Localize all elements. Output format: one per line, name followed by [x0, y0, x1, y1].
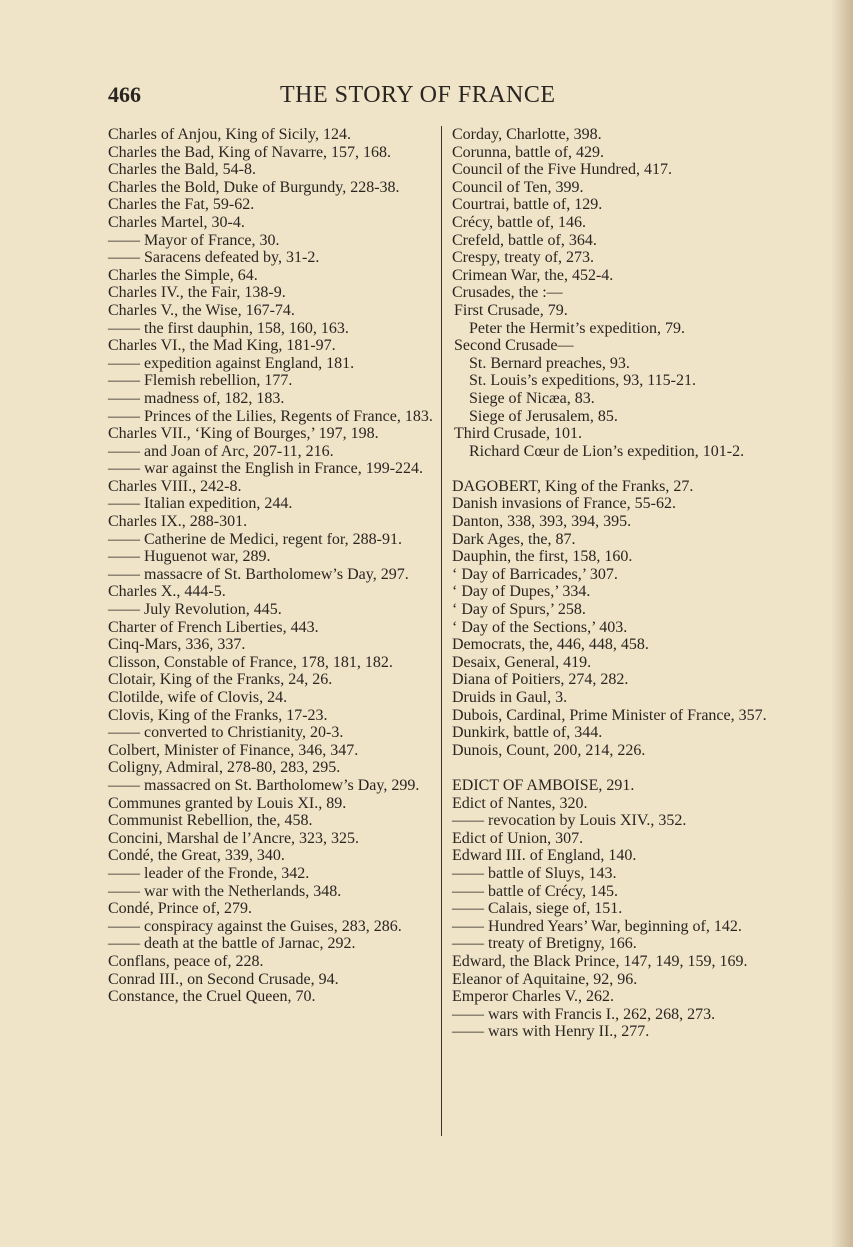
index-entry: —— Princes of the Lilies, Regents of France, 183. — [108, 407, 433, 425]
index-entry: —— battle of Crécy, 145. — [452, 882, 619, 900]
index-entry: Council of Ten, 399. — [452, 178, 584, 196]
index-entry: ‘ Day of the Sections,’ 403. — [452, 618, 628, 636]
index-entry: Edict of Union, 307. — [452, 829, 584, 847]
page-edge-shadow — [831, 0, 853, 1247]
index-column-right — [452, 126, 779, 1041]
index-entry: St. Louis’s expeditions, 93, 115-21. — [469, 372, 696, 390]
index-entry: Dark Ages, the, 87. — [452, 530, 576, 548]
index-entry: Edict of Nantes, 320. — [452, 794, 588, 812]
index-entry: Charles the Bald, 54-8. — [108, 161, 256, 179]
index-entry: Charles the Simple, 64. — [108, 266, 258, 284]
index-entry: Dunkirk, battle of, 344. — [452, 724, 603, 742]
index-entry: Edward, the Black Prince, 147, 149, 159, 169. — [452, 952, 748, 970]
index-entry: ‘ Day of Dupes,’ 334. — [452, 583, 591, 601]
index-entry: Courtrai, battle of, 129. — [452, 196, 603, 214]
index-column-left — [108, 126, 435, 1006]
index-entry: Second Crusade— — [454, 337, 574, 355]
index-entry: Conrad III., on Second Crusade, 94. — [108, 970, 339, 988]
index-entry: —— converted to Christianity, 20-3. — [108, 724, 344, 742]
index-entry: First Crusade, 79. — [454, 301, 568, 319]
index-entry: —— expedition against England, 181. — [108, 354, 355, 372]
index-entry: Charles VIII., 242-8. — [108, 477, 242, 495]
index-entry: Danton, 338, 393, 394, 395. — [452, 513, 632, 531]
index-entry: Charles IX., 288-301. — [108, 513, 248, 531]
index-entry: —— war with the Netherlands, 348. — [108, 882, 342, 900]
index-entry: ‘ Day of Spurs,’ 258. — [452, 601, 586, 619]
column-divider — [441, 126, 442, 1136]
section-gap — [452, 759, 779, 777]
index-entry: EDICT OF AMBOISE, 291. — [452, 776, 635, 794]
index-entry: Druids in Gaul, 3. — [452, 689, 568, 706]
index-entry: Constance, the Cruel Queen, 70. — [108, 988, 316, 1006]
index-entry: Charles the Bad, King of Navarre, 157, 168. — [108, 143, 392, 161]
index-entry: Third Crusade, 101. — [454, 425, 582, 443]
index-entry: Colbert, Minister of Finance, 346, 347. — [108, 741, 359, 759]
index-entry: Corday, Charlotte, 398. — [452, 126, 602, 143]
index-entry: Charles VI., the Mad King, 181-97. — [108, 337, 336, 355]
index-entry: Dunois, Count, 200, 214, 226. — [452, 741, 646, 759]
index-entry: —— war against the English in France, 199-224. — [108, 460, 424, 478]
index-entry: Condé, the Great, 339, 340. — [108, 847, 285, 865]
index-entry: Clisson, Constable of France, 178, 181, 182. — [108, 653, 393, 671]
index-entry: Eleanor of Aquitaine, 92, 96. — [452, 970, 638, 988]
index-entry: Danish invasions of France, 55-62. — [452, 495, 676, 513]
index-entry: Communes granted by Louis XI., 89. — [108, 794, 347, 812]
section-gap — [452, 460, 779, 478]
index-entry: —— massacre of St. Bartholomew’s Day, 297. — [108, 565, 409, 583]
index-entry: —— madness of, 182, 183. — [108, 389, 285, 407]
index-entry: —— conspiracy against the Guises, 283, 286. — [108, 917, 402, 935]
index-entry: —— battle of Sluys, 143. — [452, 864, 617, 882]
index-entry: Peter the Hermit’s expedition, 79. — [469, 319, 685, 337]
index-entry: Coligny, Admiral, 278-80, 283, 295. — [108, 759, 341, 777]
index-entry: Conflans, peace of, 228. — [108, 952, 264, 970]
index-entry: DAGOBERT, King of the Franks, 27. — [452, 477, 694, 495]
index-entry: Charles of Anjou, King of Sicily, 124. — [108, 126, 351, 143]
index-entry: —— death at the battle of Jarnac, 292. — [108, 935, 356, 953]
index-entry: Charles V., the Wise, 167-74. — [108, 301, 295, 319]
index-entry: Dauphin, the first, 158, 160. — [452, 548, 633, 566]
index-entry: Emperor Charles V., 262. — [452, 988, 615, 1006]
index-entry: Cinq-Mars, 336, 337. — [108, 636, 246, 654]
index-entry: Edward III. of England, 140. — [452, 847, 637, 865]
index-entry: —— treaty of Bretigny, 166. — [452, 935, 637, 953]
index-entry: Democrats, the, 446, 448, 458. — [452, 636, 649, 654]
page-header — [108, 82, 768, 112]
index-entry: —— Calais, siege of, 151. — [452, 900, 623, 918]
index-entry: Communist Rebellion, the, 458. — [108, 812, 313, 830]
index-entry: Charles the Fat, 59-62. — [108, 196, 255, 214]
index-entry: —— revocation by Louis XIV., 352. — [452, 812, 687, 830]
index-entry: —— Huguenot war, 289. — [108, 548, 271, 566]
index-entry: Clotilde, wife of Clovis, 24. — [108, 689, 288, 706]
index-entry: Charles X., 444-5. — [108, 583, 226, 601]
index-entry: Crimean War, the, 452-4. — [452, 266, 614, 284]
index-entry: —— massacred on St. Bartholomew’s Day, 299. — [108, 776, 420, 794]
index-entry: Crusades, the :— — [452, 284, 563, 302]
index-entry: Dubois, Cardinal, Prime Minister of France, 357. — [452, 706, 767, 724]
index-entry: Crespy, treaty of, 273. — [452, 249, 595, 267]
index-entry: —— and Joan of Arc, 207-11, 216. — [108, 442, 334, 460]
index-entry: Richard Cœur de Lion’s expedition, 101-2. — [469, 442, 745, 460]
page-number: 466 — [108, 82, 141, 107]
index-entry: Charter of French Liberties, 443. — [108, 618, 319, 636]
index-entry: Council of the Five Hundred, 417. — [452, 161, 672, 179]
index-entry: —— wars with Francis I., 262, 268, 273. — [452, 1005, 716, 1023]
index-entry: Charles VII., ‘King of Bourges,’ 197, 198. — [108, 425, 379, 443]
index-entry: Corunna, battle of, 429. — [452, 143, 604, 161]
running-title: THE STORY OF FRANCE — [280, 82, 556, 108]
index-entry: Condé, Prince of, 279. — [108, 900, 252, 918]
index-entry: Crécy, battle of, 146. — [452, 213, 587, 231]
index-entry: Desaix, General, 419. — [452, 653, 592, 671]
index-entry: Clovis, King of the Franks, 17-23. — [108, 706, 328, 724]
index-entry: St. Bernard preaches, 93. — [469, 354, 630, 372]
index-entry: Siege of Jerusalem, 85. — [469, 407, 618, 425]
index-entry: Siege of Nicæa, 83. — [469, 389, 595, 407]
index-entry: Clotair, King of the Franks, 24, 26. — [108, 671, 333, 689]
index-entry: ‘ Day of Barricades,’ 307. — [452, 565, 618, 583]
index-entry: —— Catherine de Medici, regent for, 288-91. — [108, 530, 402, 548]
index-entry: —— Saracens defeated by, 31-2. — [108, 249, 320, 267]
index-entry: Diana of Poitiers, 274, 282. — [452, 671, 629, 689]
index-entry: —— wars with Henry II., 277. — [452, 1023, 650, 1041]
index-entry: Charles Martel, 30-4. — [108, 213, 245, 231]
index-entry: —— Mayor of France, 30. — [108, 231, 280, 249]
index-entry: —— leader of the Fronde, 342. — [108, 864, 310, 882]
index-entry: —— Hundred Years’ War, beginning of, 142. — [452, 917, 742, 935]
index-entry: Charles the Bold, Duke of Burgundy, 228-38. — [108, 178, 400, 196]
index-entry: Concini, Marshal de l’Ancre, 323, 325. — [108, 829, 360, 847]
index-entry: —— the first dauphin, 158, 160, 163. — [108, 319, 349, 337]
index-entry: Crefeld, battle of, 364. — [452, 231, 597, 249]
index-entry: —— July Revolution, 445. — [108, 601, 282, 619]
index-entry: —— Flemish rebellion, 177. — [108, 372, 293, 390]
index-entry: —— Italian expedition, 244. — [108, 495, 293, 513]
index-entry: Charles IV., the Fair, 138-9. — [108, 284, 286, 302]
